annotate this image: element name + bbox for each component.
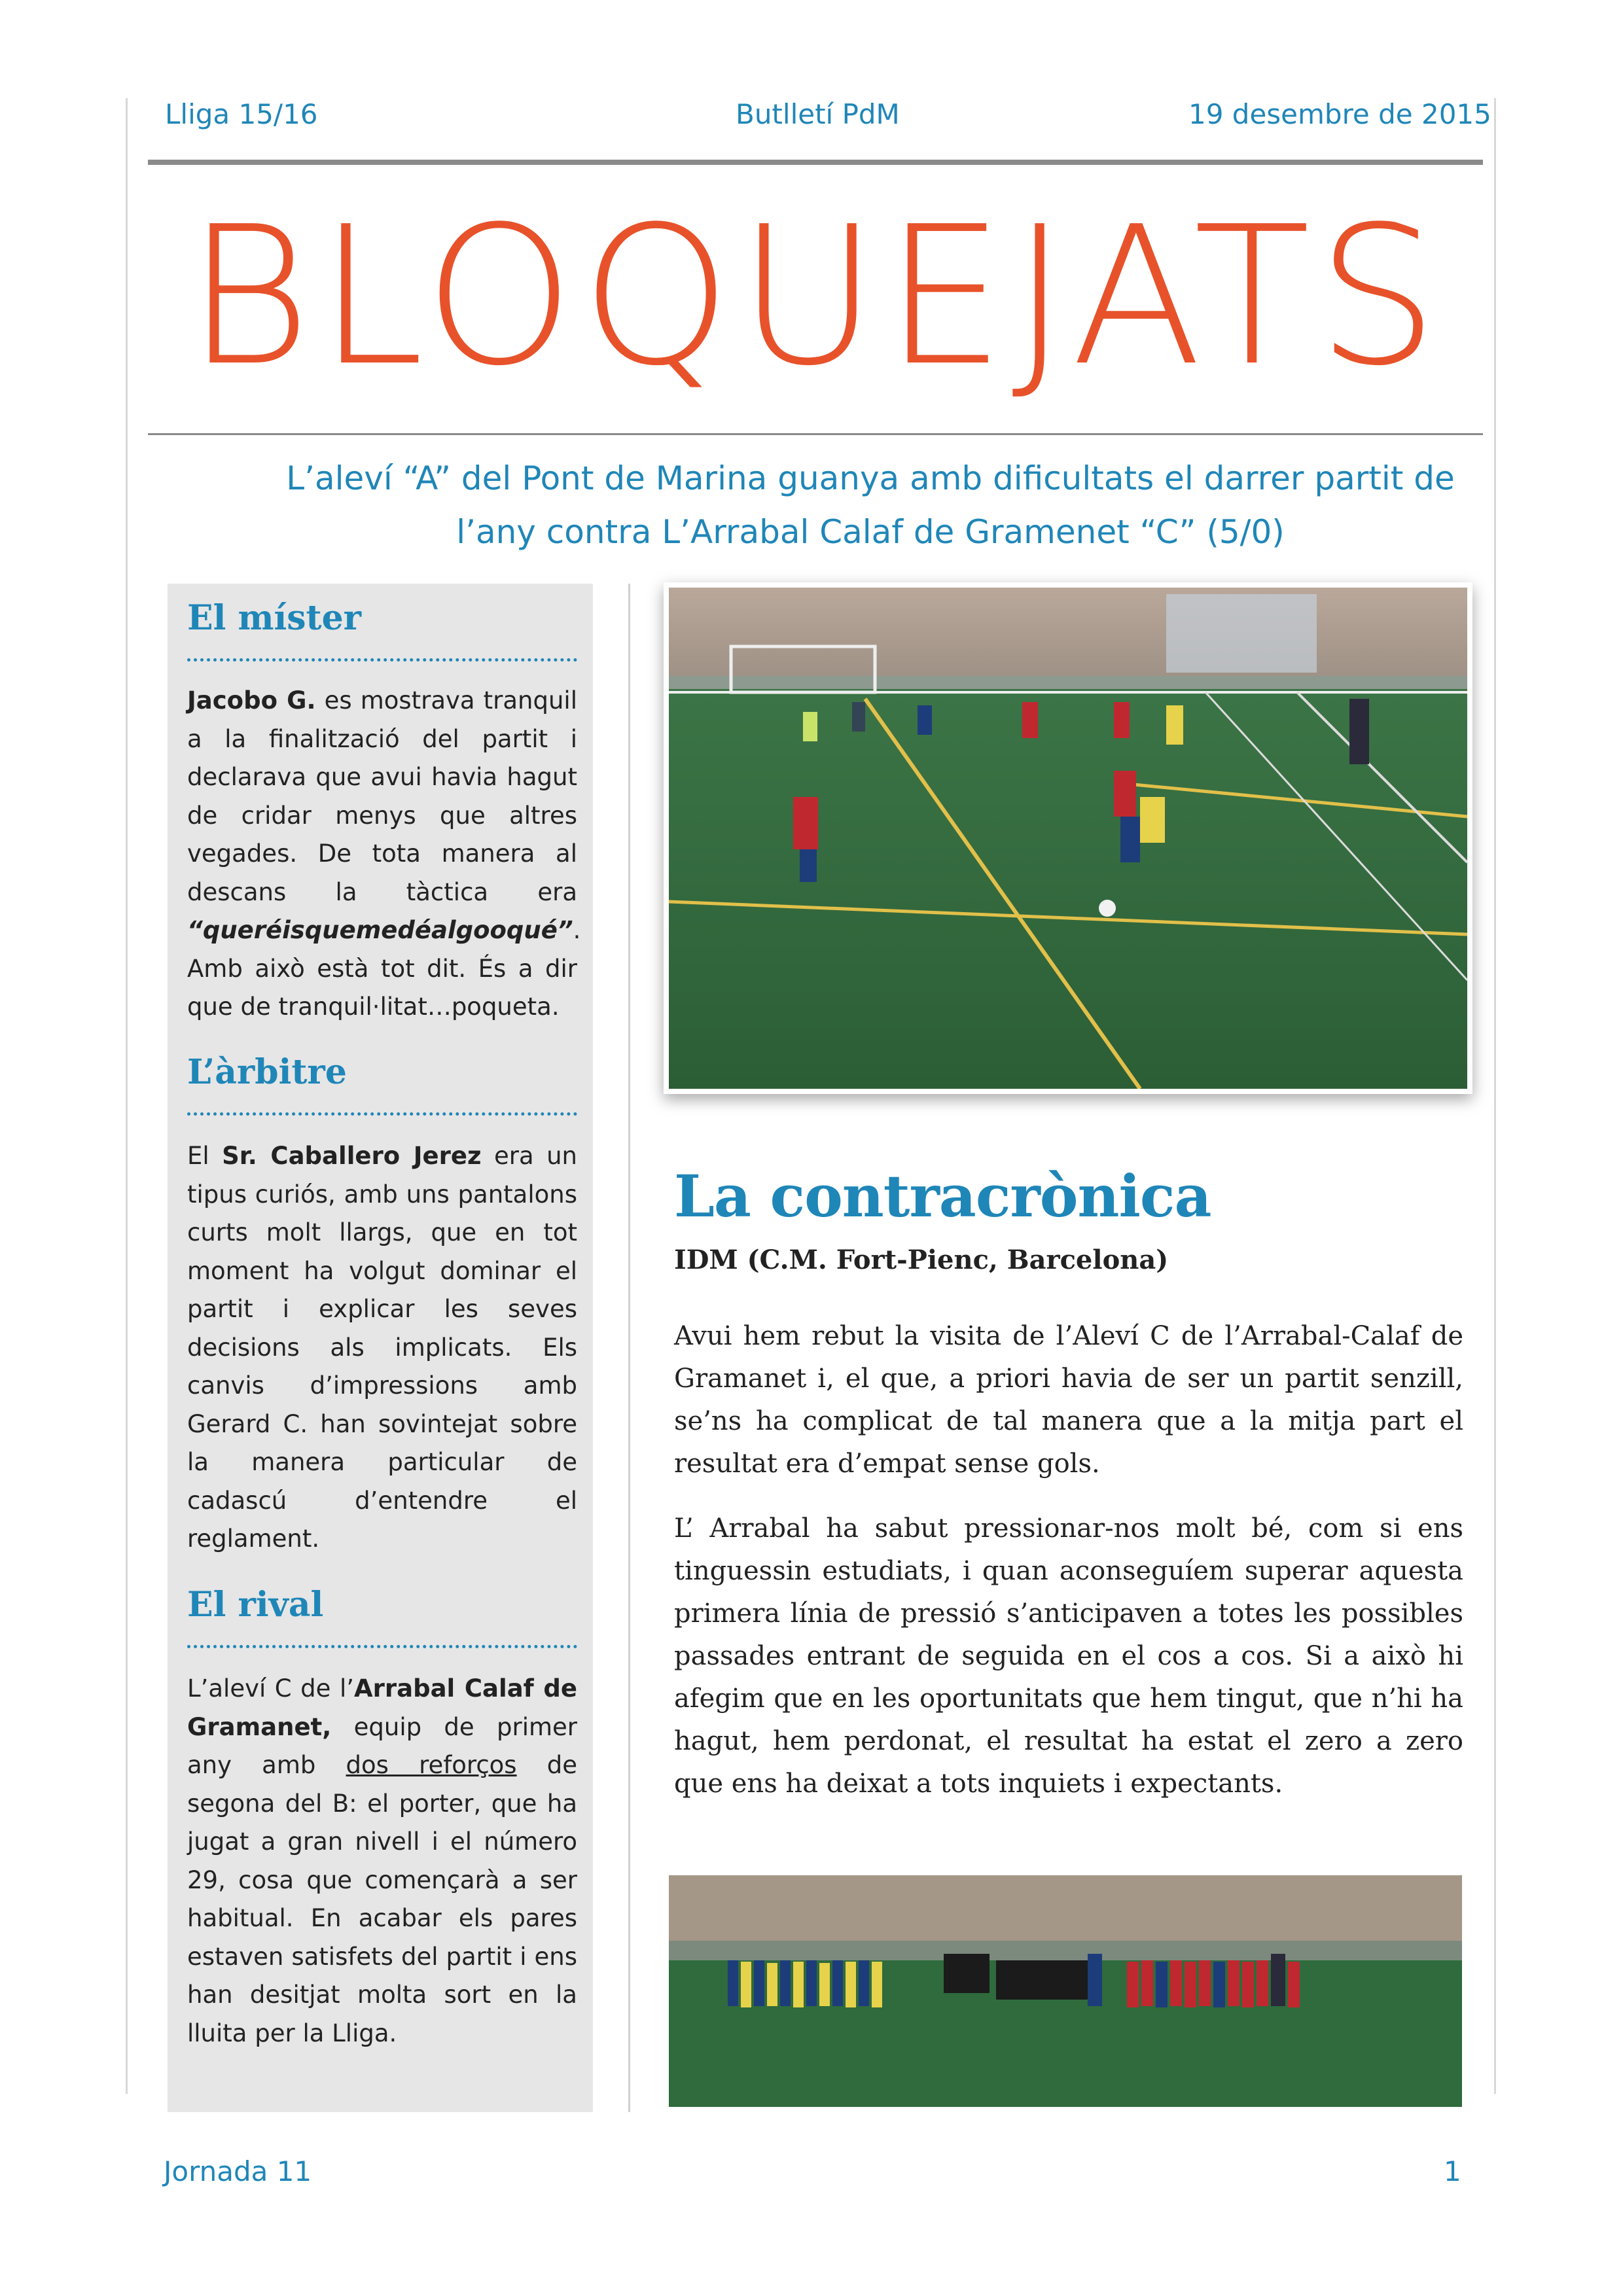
match-photo-image xyxy=(669,588,1467,1089)
rival-name: Arrabal Calaf de Gramanet, xyxy=(187,1674,577,1741)
header-date: 19 desembre de 2015 xyxy=(1188,98,1491,130)
sidebar-text-rival xyxy=(187,1670,577,2053)
page-left-border xyxy=(126,98,128,2094)
masthead-title: BLOQUEJATS xyxy=(186,185,1445,408)
rival-text-c: de segona del B: el porter, que ha jugat a gran nivell i el número 29, cosa que començarà a ser habitual. En acabar els pares estaven satisfets del partit i ens han desitjat molta sort en la lluita per la Lliga. xyxy=(187,1751,577,2047)
mister-text-b: . Amb això està tot dit. És a dir que de tranquil·litat…poqueta. xyxy=(187,916,581,1021)
footer-page-number: 1 xyxy=(1444,2155,1461,2187)
rival-underlined: dos reforços xyxy=(346,1751,517,1779)
footer-matchday: Jornada 11 xyxy=(164,2155,312,2187)
sidebar-title-arbitre: L’àrbitre xyxy=(187,1052,347,1092)
subheadline xyxy=(236,451,1505,559)
sidebar-title-rival: El rival xyxy=(187,1585,324,1625)
subheadline-line-1: L’aleví “A” del Pont de Marina guanya amb dificultats el darrer partit de xyxy=(286,459,1455,497)
sidebar-text-mister xyxy=(187,682,581,1027)
mister-quote: “queréisquemedéalgooqué” xyxy=(187,916,573,944)
masthead-rule xyxy=(148,433,1483,435)
subheadline-line-2: l’any contra L’Arrabal Calaf de Gramenet “C” (5/0) xyxy=(456,513,1285,551)
teams-photo xyxy=(669,1875,1462,2107)
header-rule xyxy=(148,160,1483,165)
arbitre-text-b: era un tipus curiós, amb uns pantalons curts molt llargs, que en tot moment ha volgut dominar el partit i explicar les seves decisions als implicats. Els canvis d’impressions amb Gerard C. han sovintejat sobre la manera particular de cadascú d’entendre el reglament. xyxy=(187,1142,577,1553)
sidebar-text-arbitre xyxy=(187,1137,577,1559)
match-photo xyxy=(664,582,1472,1094)
rival-text-a: L’aleví C de l’ xyxy=(187,1674,354,1703)
article-byline: IDM (C.M. Fort-Pienc, Barcelona) xyxy=(674,1245,1169,1275)
sidebar-divider-mister xyxy=(187,658,577,662)
article-paragraph-2: L’ Arrabal ha sabut pressionar-nos molt bé, com si ens tinguessin estudiats, i quan aconseguíem superar aquesta primera línia de pressió s’anticipaven a totes les possibles passades entrant de seguida en el cos a cos. Si a això hi afegim que en les oportunitats que hem tingut, que n’hi ha hagut, hem perdonat, el resultat ha estat el zero a zero que ens ha deixat a tots inquiets i expectants. xyxy=(674,1513,1463,1799)
page-right-border xyxy=(1494,98,1496,2094)
article-paragraph-1: Avui hem rebut la visita de l’Aleví C de l’Arrabal-Calaf de Gramanet i, el que, a priori havia de ser un partit senzill, se’ns ha complicat de tal manera que a la mitja part el resultat era d’empat sense gols. xyxy=(674,1321,1463,1479)
rival-text-b: equip de primer any amb xyxy=(187,1712,577,1779)
arbitre-text-a: El xyxy=(187,1142,223,1170)
header-bulletin-name: Butlletí PdM xyxy=(736,98,900,130)
teams-photo-image xyxy=(669,1875,1462,2107)
sidebar-title-mister: El míster xyxy=(187,598,362,638)
sidebar-divider-arbitre xyxy=(187,1112,577,1116)
column-divider xyxy=(628,584,630,2112)
header-league: Lliga 15/16 xyxy=(165,98,318,130)
sidebar-divider-rival xyxy=(187,1645,577,1648)
sidebar-panel xyxy=(168,584,593,2112)
mister-text-a: es mostrava tranquil a la finalització del partit i declarava que avui havia hagut de cridar menys que altres vegades. De tota manera al descans la tàctica era xyxy=(187,686,577,906)
mister-name: Jacobo G. xyxy=(187,686,316,715)
arbitre-name: Sr. Caballero Jerez xyxy=(222,1142,482,1170)
article-headline: La contracrònica xyxy=(674,1162,1211,1230)
